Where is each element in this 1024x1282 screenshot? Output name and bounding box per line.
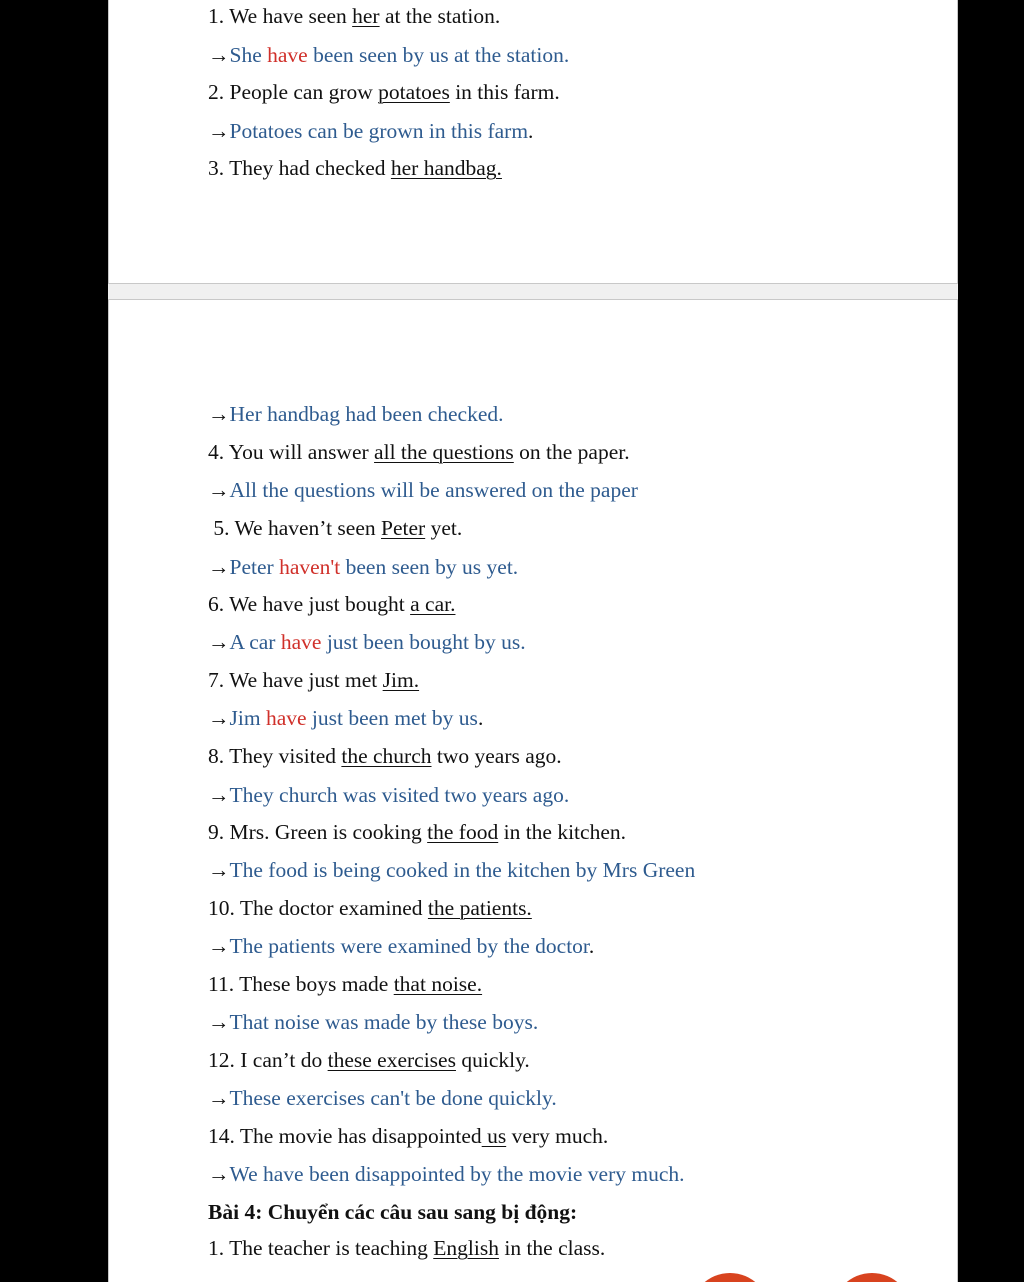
question-3: 3. They had checked her handbag. xyxy=(208,156,502,180)
page-gap xyxy=(108,284,958,299)
question-12: 12. I can’t do these exercises quickly. xyxy=(208,1048,530,1072)
answer-7: →Jim have just been met by us. xyxy=(208,706,484,730)
answer-2: →Potatoes can be grown in this farm. xyxy=(208,119,534,143)
question-4: 4. You will answer all the questions on the paper. xyxy=(208,440,630,464)
question-9: 9. Mrs. Green is cooking the food in the kitchen. xyxy=(208,820,626,844)
question-6: 6. We have just bought a car. xyxy=(208,592,456,616)
exercise-4-question-1: 1. The teacher is teaching English in the class. xyxy=(208,1236,606,1260)
answer-6: →A car have just been bought by us. xyxy=(208,630,526,654)
question-10: 10. The doctor examined the patients. xyxy=(208,896,532,920)
answer-1: →She have been seen by us at the station. xyxy=(208,43,570,67)
question-5: 5. We haven’t seen Peter yet. xyxy=(208,516,463,540)
answer-8: →They church was visited two years ago. xyxy=(208,783,570,807)
question-8: 8. They visited the church two years ago. xyxy=(208,744,562,768)
answer-12: →These exercises can't be done quickly. xyxy=(208,1086,557,1110)
answer-5: →Peter haven't been seen by us yet. xyxy=(208,555,519,579)
answer-10: →The patients were examined by the doctor. xyxy=(208,934,595,958)
question-1: 1. We have seen her at the station. xyxy=(208,4,501,28)
answer-11: →That noise was made by these boys. xyxy=(208,1010,539,1034)
section-heading: Bài 4: Chuyển các câu sau sang bị động: xyxy=(208,1200,578,1224)
answer-9: →The food is being cooked in the kitchen by Mrs Green xyxy=(208,858,696,882)
question-14: 14. The movie has disappointed us very much. xyxy=(208,1124,609,1148)
question-2: 2. People can grow potatoes in this farm. xyxy=(208,80,560,104)
question-7: 7. We have just met Jim. xyxy=(208,668,420,692)
question-11: 11. These boys made that noise. xyxy=(208,972,483,996)
answer-4: →All the questions will be answered on the paper xyxy=(208,478,638,502)
answer-14: →We have been disappointed by the movie very much. xyxy=(208,1162,685,1186)
answer-3: →Her handbag had been checked. xyxy=(208,402,504,426)
